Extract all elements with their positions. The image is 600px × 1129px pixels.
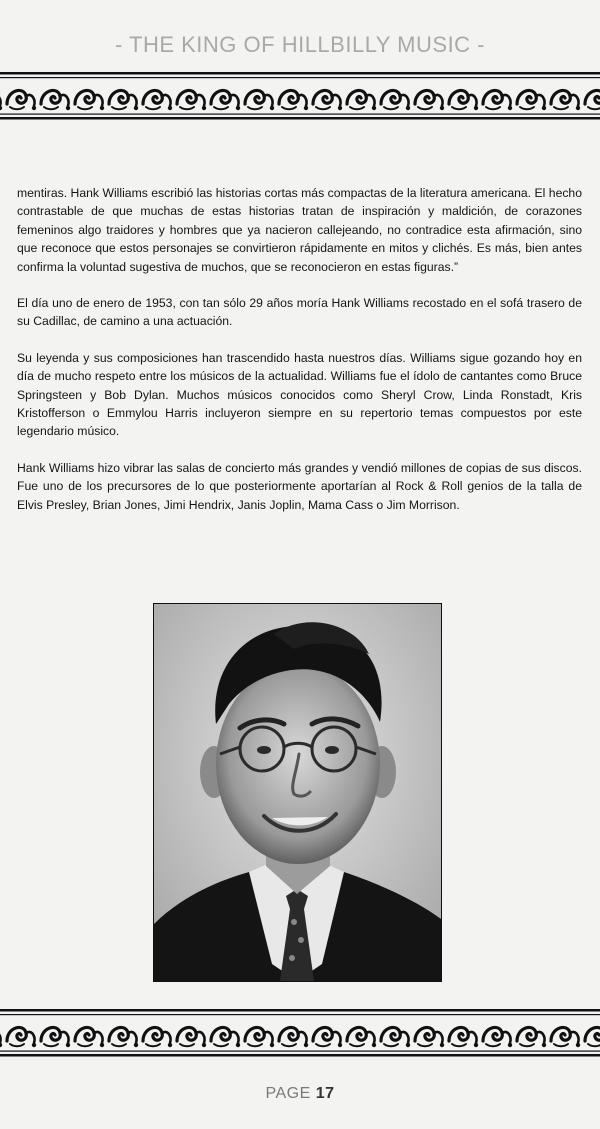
article-body (17, 184, 582, 532)
ornamental-border-top (0, 70, 600, 122)
page-number: 17 (315, 1085, 335, 1102)
page-header-title: - THE KING OF HILLBILLY MUSIC - (114, 32, 486, 57)
page-footer (0, 1085, 600, 1103)
page-label: PAGE (265, 1085, 311, 1102)
portrait-photo (153, 603, 442, 982)
article-paragraph-3: Su leyenda y sus composiciones han trascendido hasta nuestros días. Williams sigue gozando hoy en día de mucho respeto entre los músicos de la actualidad. Williams fue el ídolo de cantantes como Bruce Springsteen y Bob Dylan. Muchos músicos conocidos como Sheryl Crow, Linda Ronstadt, Kris Kristofferson o Emmylou Harris incluyeron siempre en su repertorio temas compuestos por este legendario músico. (17, 350, 582, 439)
article-paragraph-2: El día uno de enero de 1953, con tan sólo 29 años moría Hank Williams recostado en el sofá trasero de su Cadillac, de camino a una actuación. (17, 296, 582, 329)
article-paragraph-1: mentiras. Hank Williams escribió las historias cortas más compactas de la literatura americana. El hecho contrastable de que muchas de estas historias tratan de inspiración y maldición, de corazones femeninos algo traidores y hombres que ya nacieron callejeando, no contradice esta afirmación, sino que reconoce que estos personajes se convirtieron rápidamente en mitos y clichés. Es más, bien antes confirma la voluntad sugestiva de muchos, que se reconocieron en estas figuras.” (17, 186, 582, 274)
article-paragraph-4: Hank Williams hizo vibrar las salas de concierto más grandes y vendió millones de copias de sus discos. Fue uno de los precursores de lo que posteriormente aportarían al Rock & Roll genios de la talla de Elvis Presley, Brian Jones, Jimi Hendrix, Janis Joplin, Mama Cass o Jim Morrison. (17, 460, 582, 512)
ornamental-border-bottom (0, 1007, 600, 1059)
